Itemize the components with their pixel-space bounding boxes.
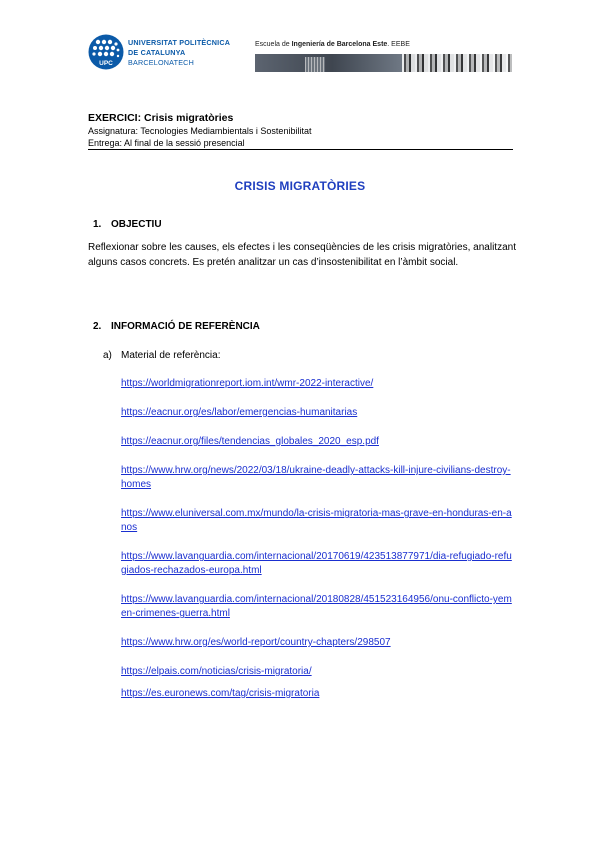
reference-link[interactable]: https://eacnur.org/es/labor/emergencias-humanitarias (121, 407, 358, 418)
reference-link[interactable]: https://www.lavanguardia.com/internacional/20170619/423513877971/dia-refugiado-refugiados-rechazados-europa.html (121, 551, 512, 576)
subject-line: Assignatura: Tecnologies Mediambientals i Sostenibilitat (88, 126, 312, 136)
reference-link[interactable]: https://es.euronews.com/tag/crisis-migratoria (121, 688, 320, 699)
document-title: CRISIS MIGRATÒRIES (234, 179, 366, 193)
header-banner-image (255, 54, 512, 72)
reference-link[interactable]: https://worldmigrationreport.iom.int/wmr-2022-interactive/ (121, 378, 374, 389)
reference-link[interactable]: https://www.lavanguardia.com/internacional/20180828/451523164956/onu-conflicto-yemen-crimenes-guerra.html (121, 594, 512, 619)
reference-link[interactable]: https://www.hrw.org/es/world-report/country-chapters/298507 (121, 637, 391, 648)
section-heading-informacio: 2. INFORMACIÓ DE REFERÈNCIA (93, 321, 260, 332)
upc-abbr: UPC (99, 60, 113, 67)
reference-link[interactable]: https://www.hrw.org/news/2022/03/18/ukraine-deadly-attacks-kill-injure-civilians-destroy-homes (121, 465, 511, 490)
university-name: UNIVERSITAT POLITÈCNICA DE CATALUNYA BARCELONATECH (128, 38, 231, 67)
upc-dots-logo-icon (88, 34, 124, 70)
exercise-title: EXERCICI: Crisis migratòries (88, 112, 234, 124)
reference-link[interactable]: https://elpais.com/noticias/crisis-migratoria/ (121, 666, 312, 677)
divider (88, 149, 513, 150)
school-name: Escuela de Ingeniería de Barcelona Este. EEBE (255, 41, 410, 48)
reference-links (121, 377, 516, 701)
delivery-line: Entrega: Al final de la sessió presencial (88, 138, 245, 148)
objective-paragraph: Reflexionar sobre les causes, els efectes i les conseqüències de les crisis migratòries, analitzant alguns casos concrets. Es pretén analitzar un cas d’insostenibilitat en l’àmbit social. (88, 242, 516, 268)
reference-link[interactable]: https://eacnur.org/files/tendencias_globales_2020_esp.pdf (121, 436, 379, 447)
section-heading-objectiu: 1. OBJECTIU (93, 219, 162, 230)
page-header (88, 32, 512, 76)
upc-logo (88, 34, 248, 72)
reference-link[interactable]: https://www.eluniversal.com.mx/mundo/la-crisis-migratoria-mas-grave-en-honduras-en-anos (121, 508, 512, 533)
exercise-meta (88, 112, 513, 150)
subsection-material: a) Material de referència: (103, 350, 221, 361)
